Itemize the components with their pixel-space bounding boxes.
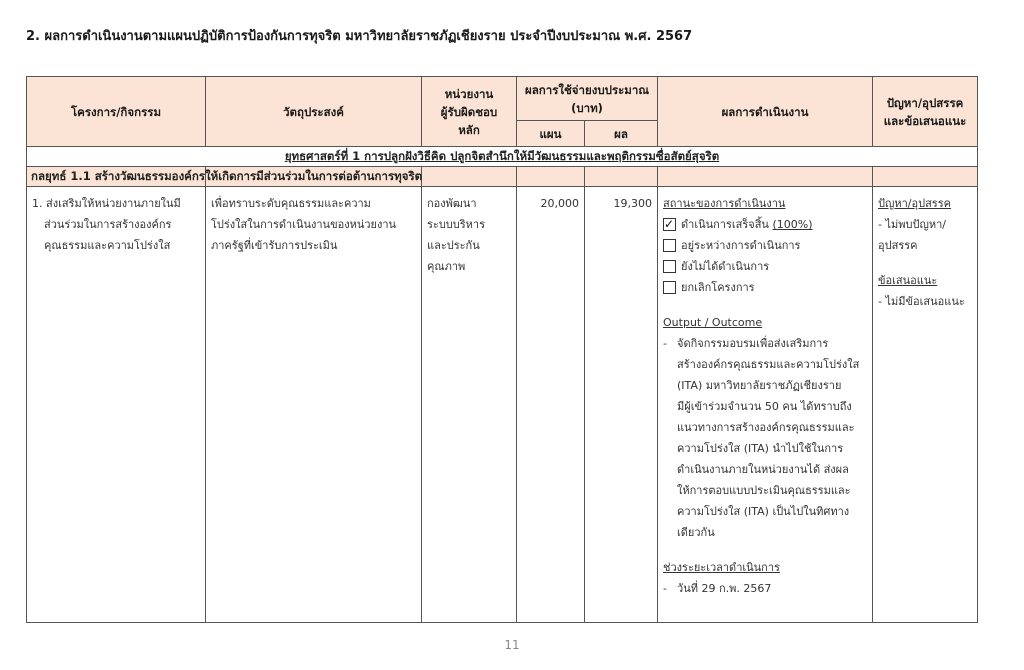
status-option-label: ดำเนินการเสร็จสิ้น — [681, 218, 769, 231]
problems-line: อุปสรรค — [878, 239, 918, 252]
result-value: 19,300 — [585, 187, 658, 623]
unit-line: กองพัฒนา — [427, 197, 477, 210]
outcome-line: ความโปร่งใส (ITA) เป็นไปในทิศทาง — [677, 505, 850, 518]
header-issues-line1: ปัญหา/อุปสรรค — [886, 95, 964, 110]
outcome-line: ให้การตอบแบบประเมินคุณธรรมและ — [677, 484, 851, 497]
checkbox-empty-icon — [663, 260, 676, 273]
header-project: โครงการ/กิจกรรม — [27, 77, 206, 147]
problems-line: - ไม่พบปัญหา/ — [878, 218, 946, 231]
page-number: 11 — [504, 638, 520, 652]
outcome-line: เดียวกัน — [677, 526, 715, 539]
project-line: ส่วนร่วมในการสร้างองค์กร — [44, 218, 172, 231]
checkbox-empty-icon — [663, 281, 676, 294]
project-line: 1. ส่งเสริมให้หน่วยงานภายในมี — [32, 197, 181, 210]
status-option-label: ยังไม่ได้ดำเนินการ — [681, 260, 770, 273]
plan-value: 20,000 — [517, 187, 585, 623]
checkbox-empty-icon — [663, 239, 676, 252]
outcome-line: มีผู้เข้าร่วมจำนวน 50 คน ได้ทราบถึง — [677, 400, 852, 413]
outcome-line: แนวทางการสร้างองค์กรคุณธรรมและ — [677, 421, 855, 434]
header-plan: แผน — [517, 121, 585, 147]
project-cell — [27, 187, 206, 623]
checkbox-checked-icon — [663, 218, 676, 231]
outcome-heading: Output / Outcome — [663, 316, 763, 329]
unit-line: ระบบบริหาร — [427, 218, 486, 231]
status-option-cancelled — [663, 277, 867, 298]
status-option-label: ยกเลิกโครงการ — [681, 281, 755, 294]
outcome-line: (ITA) มหาวิทยาลัยราชภัฏเชียงราย — [677, 379, 842, 392]
header-budget-line1: ผลการใช้จ่ายงบประมาณ — [525, 82, 650, 97]
action-plan-table — [26, 76, 978, 623]
performance-cell — [658, 187, 873, 623]
outcome-line: ดำเนินงานภายในหน่วยงานได้ ส่งผล — [677, 463, 849, 476]
unit-line: คุณภาพ — [427, 260, 466, 273]
issues-cell — [873, 187, 978, 623]
status-option-label: อยู่ระหว่างการดำเนินการ — [681, 239, 801, 252]
header-issues-line2: และข้อเสนอแนะ — [883, 113, 967, 128]
project-line: คุณธรรมและความโปร่งใส — [44, 239, 171, 252]
header-unit-line3: หลัก — [458, 122, 480, 137]
suggest-heading: ข้อเสนอแนะ — [878, 274, 938, 287]
tactic-row — [27, 167, 423, 187]
outcome-text — [663, 333, 867, 543]
period-text — [663, 578, 867, 599]
header-performance: ผลการดำเนินงาน — [658, 77, 873, 147]
outcome-line: สร้างองค์กรคุณธรรมและความโปร่งใส — [677, 358, 860, 371]
header-unit-line1: หน่วยงาน — [444, 86, 494, 101]
objective-line: เพื่อทราบระดับคุณธรรมและความ — [211, 197, 371, 210]
status-option-not-started — [663, 256, 867, 277]
header-result: ผล — [585, 121, 658, 147]
outcome-line: ความโปร่งใส (ITA) นำไปใช้ในการ — [677, 442, 844, 455]
status-option-completed — [663, 214, 867, 235]
period-heading: ช่วงระยะเวลาดำเนินการ — [663, 561, 780, 574]
outcome-line: จัดกิจกรรมอบรมเพื่อส่งเสริมการ — [677, 337, 829, 350]
objective-line: โปร่งใสในการดำเนินงานของหน่วยงาน — [211, 218, 397, 231]
header-unit-line2: ผู้รับผิดชอบ — [440, 104, 498, 119]
header-budget — [517, 77, 658, 121]
page-title: 2. ผลการดำเนินงานตามแผนปฏิบัติการป้องกันการทุจริต มหาวิทยาลัยราชภัฏเชียงราย ประจำปีงบประมาณ พ.ศ. 2567 — [26, 29, 693, 44]
tactic-label: กลยุทธ์ 1.1 สร้างวัฒนธรรมองค์กรให้เกิดการมีส่วนร่วมในการต่อต้านการทุจริต — [31, 168, 423, 183]
unit-cell — [422, 187, 517, 623]
status-option-suffix: (100%) — [772, 218, 813, 231]
header-objective: วัตถุประสงค์ — [206, 77, 422, 147]
outcome-dash: - — [663, 337, 667, 350]
status-heading: สถานะของการดำเนินงาน — [663, 197, 786, 210]
strategy-row: ยุทธศาสตร์ที่ 1 การปลูกฝังวิธีคิด ปลูกจิตสำนึกให้มีวัฒนธรรมและพฤติกรรมซื่อสัตย์สุจริต — [27, 147, 978, 167]
problems-heading: ปัญหา/อุปสรรค — [878, 197, 951, 210]
objective-cell — [206, 187, 422, 623]
header-issues — [873, 77, 978, 147]
status-option-in-progress — [663, 235, 867, 256]
suggest-value: - ไม่มีข้อเสนอแนะ — [878, 295, 965, 308]
unit-line: และประกัน — [427, 239, 480, 252]
period-dash: - — [663, 582, 667, 595]
header-unit — [422, 77, 517, 147]
header-budget-line2: (บาท) — [571, 100, 603, 115]
objective-line: ภาครัฐที่เข้ารับการประเมิน — [211, 239, 338, 252]
period-value: วันที่ 29 ก.พ. 2567 — [677, 582, 772, 595]
